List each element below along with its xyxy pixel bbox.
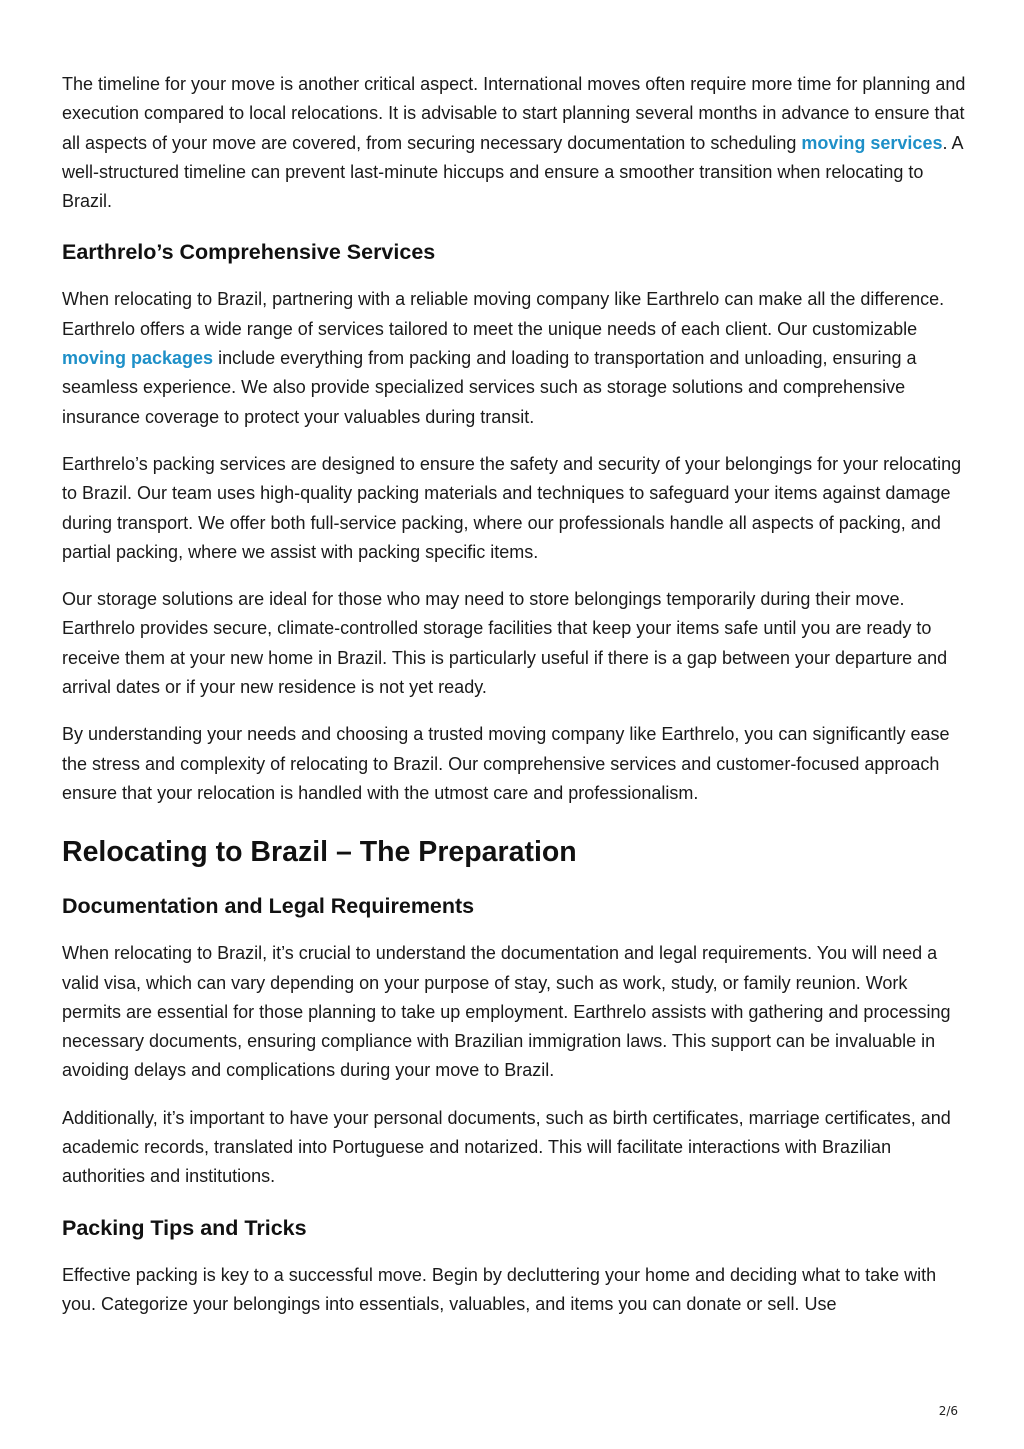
- heading-documentation-legal: Documentation and Legal Requirements: [62, 894, 475, 919]
- paragraph-effective-packing: Effective packing is key to a successful move. Begin by decluttering your home and deciding what to take with you. Categorize your belongings into essentials, valuables, and items you can donate or sell. Use: [62, 1264, 937, 1314]
- paragraph-personal-documents: Additionally, it’s important to have your personal documents, such as birth certificates, marriage certificates, and academic records, translated into Portuguese and notarized. This will facilitate interactions with Brazilian authorities and institutions.: [62, 1107, 951, 1187]
- paragraph-partnering-text-start: When relocating to Brazil, partnering with a reliable moving company like Earthrelo can make all the difference. Earthrelo offers a wide range of services tailored to meet the unique needs of each client. Our customizable: [62, 289, 945, 339]
- page-number: 2/6: [938, 1404, 958, 1418]
- paragraph-partnering-text-end: include everything from packing and loading to transportation and unloading, ensuring a seamless experience. We also provide specialized services such as storage solutions and comprehensive insurance coverage to protect your valuables during transit.: [62, 348, 917, 427]
- paragraph-timeline-text-end: . A well-structured timeline can prevent last-minute hiccups and ensure a smoother transition when relocating to Brazil.: [62, 132, 963, 212]
- paragraph-timeline: [62, 70, 967, 216]
- document-page: [62, 70, 967, 1337]
- heading-the-preparation: Relocating to Brazil – The Preparation: [62, 836, 577, 869]
- paragraph-documentation: When relocating to Brazil, it’s crucial to understand the documentation and legal requirements. You will need a valid visa, which can vary depending on your purpose of stay, such as work, study, or family reunion. Work permits are essential for those planning to take up employment. Earthrelo assists with gathering and processing necessary documents, ensuring compliance with Brazilian immigration laws. This support can be invaluable in avoiding delays and complications during your move to Brazil.: [62, 943, 951, 1081]
- heading-comprehensive-services: Earthrelo’s Comprehensive Services: [62, 240, 436, 265]
- paragraph-packing-services: Earthrelo’s packing services are designed to ensure the safety and security of your belongings for your relocating to Brazil. Our team uses high-quality packing materials and techniques to safeguard your items against damage during transport. We offer both full-service packing, where our professionals handle all aspects of packing, and partial packing, where we assist with packing specific items.: [62, 453, 962, 562]
- paragraph-understanding-needs: By understanding your needs and choosing a trusted moving company like Earthrelo, you can significantly ease the stress and complexity of relocating to Brazil. Our comprehensive services and customer-focused approach ensure that your relocation is handled with the utmost care and professionalism.: [62, 724, 950, 803]
- paragraph-timeline-text-start: The timeline for your move is another critical aspect. International moves often require more time for planning and execution compared to local relocations. It is advisable to start planning several months in advance to ensure that all aspects of your move are covered, from securing necessary documentation to scheduling: [62, 74, 966, 153]
- heading-packing-tips: Packing Tips and Tricks: [62, 1215, 307, 1240]
- paragraph-storage-solutions: Our storage solutions are ideal for those who may need to store belongings temporarily during their move. Earthrelo provides secure, climate-controlled storage facilities that keep your items safe until you are ready to receive them at your new home in Brazil. This is particularly useful if there is a gap between your departure and arrival dates or if your new residence is not yet ready.: [62, 589, 948, 698]
- paragraph-partnering: [62, 285, 967, 431]
- moving-packages-link[interactable]: moving packages: [62, 348, 214, 369]
- moving-services-link[interactable]: moving services: [801, 132, 943, 153]
